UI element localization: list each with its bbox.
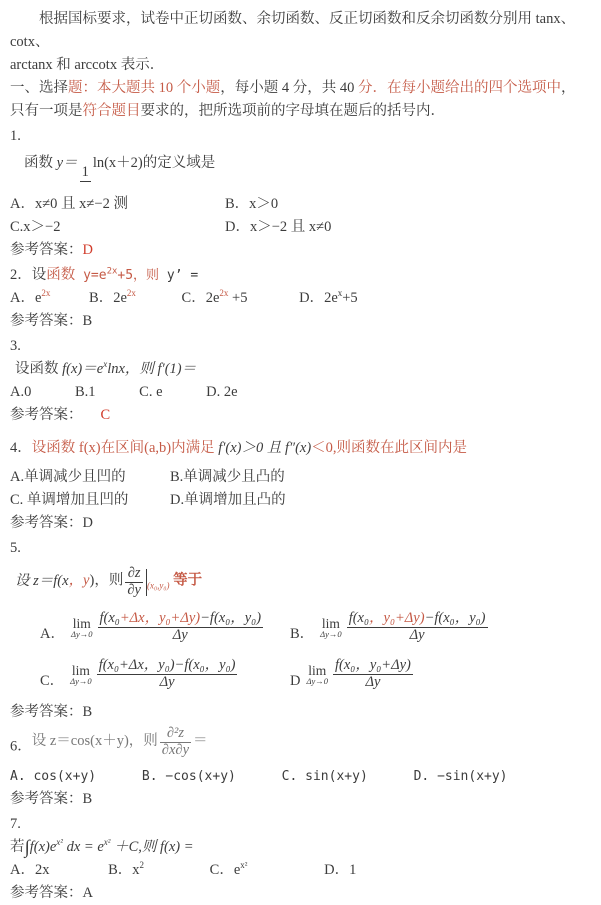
q2-stem-yprime: y’ =	[159, 268, 199, 284]
q4-stem-s1: 设函数 f(x)在区间(a,b)内满足	[31, 440, 219, 457]
question-7-answer-line	[10, 882, 589, 905]
question-5-options-row-2	[10, 654, 589, 701]
q5-option-d-lim: lim Δy→0	[306, 662, 328, 687]
q2-stem-formula: $y=e^{2x}+5$，则	[75, 267, 160, 284]
question-3-number: 3.	[10, 338, 21, 355]
q1-fraction-denominator	[80, 182, 91, 193]
q4-option-a: A.单调减少且凹的	[10, 469, 126, 486]
q7-stem-s1: f(x)e	[29, 838, 57, 855]
question-4-options-row-1	[10, 466, 589, 489]
q5-evaluation-point: (x₀,y₀)	[146, 580, 170, 591]
q1-option-a: A．x≠0 且 x≠−2 测	[10, 196, 128, 213]
q4-stem-s3: ＜0,则函数在此区间内是	[311, 440, 468, 457]
q5-option-a-lim: lim Δy→0	[70, 615, 93, 640]
q2-answer-label: 参考答案：	[10, 313, 83, 330]
q2-option-c: C．$2e^{2x} +5$	[181, 288, 248, 307]
q5-option-b-fraction: $\frac{\text{f(x₀，y₀+Δy)−f(x₀，y₀)}}{\Delta y}$	[348, 610, 486, 644]
q7-option-c: C．$e^{x^2}$	[209, 860, 248, 878]
question-7-stem	[10, 836, 589, 859]
question-3-answer-line	[10, 404, 589, 427]
q5-stem-mid: )，则	[89, 572, 124, 589]
section-seg-3: ，每小题 4 分，共 40	[220, 80, 358, 96]
question-1-options-row-1	[10, 193, 589, 216]
q5-answer-label: 参考答案：	[10, 703, 83, 720]
q7-option-d: D．1	[324, 861, 357, 878]
question-2-options	[10, 287, 589, 310]
section-seg-2: 题：本大题共 10 个小题	[68, 80, 221, 96]
question-2-stem	[10, 264, 589, 287]
q5-stem-post: 等于	[169, 572, 203, 589]
q2-option-d: D．$2e^x+5$	[299, 288, 358, 307]
q5-option-d	[290, 658, 415, 691]
q2-stem-hanshu: 函数	[46, 267, 76, 284]
q3-stem-m1: f(x)＝e	[62, 361, 104, 378]
q2-stem-she: 设	[31, 267, 47, 284]
question-4-number: 4．	[10, 440, 32, 457]
q5-option-c-fraction: $\frac{\text{f(x₀+Δx，y₀)−f(x₀，y₀)}}{\Delta y}$	[98, 657, 236, 691]
question-7-options	[10, 859, 589, 882]
q5-option-b-lim: lim Δy→0	[320, 615, 342, 640]
q2-answer-value: B	[82, 313, 93, 330]
question-5-number: 5.	[10, 540, 21, 557]
q7-answer-value: A	[82, 884, 93, 901]
q5-option-c-lim: lim Δy→0	[70, 662, 92, 687]
q2-option-a: A．$e^{2x}$	[10, 288, 51, 307]
q5-option-a-label: A．	[40, 626, 65, 643]
q3-stem-sup: x	[103, 359, 108, 370]
q5-option-a	[10, 611, 290, 644]
intro-line-1: 根据国标要求，试卷中正切函数、余切函数、反正切函数和反余切函数分别用 tanx、cotx、	[10, 11, 576, 50]
q3-option-b: B.1	[74, 384, 96, 401]
question-6-stem	[10, 726, 589, 759]
q3-option-c: C. e	[139, 384, 163, 401]
q1-stem-pre: 函数	[24, 155, 57, 171]
question-2-answer-line	[10, 310, 589, 333]
section-seg-4: 分．在每小题给出的四个选项中	[358, 80, 561, 96]
question-1-answer-line	[10, 239, 589, 262]
intro-line-2: arctanx 和 arccotx 表示．	[10, 57, 165, 73]
q5-partial-fraction	[125, 566, 143, 599]
question-1-number: 1.	[10, 128, 21, 144]
q7-stem-pre: 若	[10, 838, 25, 855]
question-5-stem	[10, 566, 589, 599]
q3-stem-m2: lnx，则	[107, 361, 158, 378]
q6-option-a: A. cos(x+y)	[10, 768, 97, 784]
q5-option-d-label: D	[290, 672, 301, 689]
q6-partial-fraction: $\frac{\text{∂²z}}{\partial x\partial y}$	[161, 724, 189, 758]
q5-option-c	[10, 658, 290, 691]
q5-partial-numerator: ∂z	[125, 566, 143, 583]
q1-option-c: C.x＞−2	[10, 219, 61, 236]
q1-option-b: B．x＞0	[225, 196, 279, 213]
q1-answer-label: 参考答案：	[10, 242, 83, 259]
q3-stem-pre: 设函数	[15, 361, 63, 378]
q5-option-b	[290, 611, 490, 644]
question-3-stem	[10, 358, 589, 381]
question-5-answer-line	[10, 701, 589, 724]
q7-option-b: B．$x^2$	[108, 860, 145, 878]
q7-integral-sign: ∫	[24, 836, 30, 858]
q7-stem-s3: ＋C,则 f(x) =	[110, 838, 194, 855]
q3-answer-value: C	[100, 407, 111, 424]
q7-sup-2: x²	[103, 837, 111, 848]
q6-stem-body: 设 z＝cos(x＋y)，则 $\frac{\text{∂²z}}{\partial x\partial y}$ ＝	[31, 724, 208, 758]
question-1-options-row-2	[10, 216, 589, 239]
q6-option-d: D. −sin(x+y)	[413, 768, 508, 784]
q4-option-d: D.单调增加且凸的	[170, 492, 286, 509]
q6-answer-label: 参考答案：	[10, 790, 83, 807]
question-6-answer-line	[10, 788, 589, 811]
q3-option-d: D. 2e	[206, 384, 238, 401]
question-1-stem	[10, 152, 589, 193]
q6-option-c: C. sin(x+y)	[281, 768, 368, 784]
q5-option-b-label: B．	[290, 626, 315, 643]
q6-answer-value: B	[82, 790, 93, 807]
q3-option-a: A.0	[10, 384, 32, 401]
q1-fraction	[80, 165, 91, 193]
q6-option-b: B. −cos(x+y)	[141, 768, 236, 784]
q1-stem-y: y＝	[56, 155, 78, 171]
q4-stem-s2: f′(x)＞0 且 f″(x)	[218, 440, 312, 457]
q4-answer-label: 参考答案：	[10, 515, 83, 532]
question-6-number: 6．	[10, 738, 32, 755]
question-4-options-row-2	[10, 489, 589, 512]
section-seg-1: 一、选择	[10, 80, 68, 96]
section-seg-6: 符合题目	[82, 103, 141, 119]
section-seg-7: 要求的，把所选项前的字母填在题后的括号内．	[140, 103, 445, 119]
question-7-number: 7.	[10, 815, 21, 832]
question-2-number: 2．	[10, 267, 32, 284]
section-seg-5: ，只有一项是	[10, 80, 576, 119]
q2-option-b: B．$2e^{2x}$	[89, 288, 136, 307]
q4-answer-value: D	[82, 515, 93, 532]
q7-sup-1: x²	[56, 837, 63, 848]
section-heading	[10, 77, 589, 123]
question-6-options	[10, 765, 589, 788]
q5-answer-value: B	[82, 703, 93, 720]
q1-stem-post: ln(x＋2)的定义域是	[92, 155, 216, 171]
q3-answer-label: 参考答案：	[10, 407, 83, 424]
q1-option-d: D．x＞−2 且 x≠0	[225, 219, 332, 236]
question-3-options	[10, 381, 589, 404]
q5-partial-denominator: ∂y	[127, 582, 141, 599]
q5-stem-pre: 设 z＝f(x	[15, 572, 69, 589]
q3-stem-m3: f′(1)＝	[157, 361, 197, 378]
question-4-answer-line	[10, 512, 589, 535]
q5-stem-comma: ，y	[68, 572, 90, 589]
q1-fraction-numerator: 1	[81, 164, 89, 181]
q4-option-b: B.单调减少且凸的	[170, 469, 285, 486]
question-4-stem	[10, 437, 589, 460]
q5-option-a-fraction: $\frac{\text{f(x₀+Δx，y₀+Δy)−f(x₀，y₀)}}{\Delta y}$	[99, 610, 262, 644]
q7-answer-label: 参考答案：	[10, 884, 83, 901]
q1-answer-value: D	[82, 242, 93, 259]
q7-stem-s2: dx = e	[62, 838, 104, 855]
q5-option-d-fraction: $\frac{\text{f(x₀，y₀+Δy)}}{\Delta y}$	[335, 657, 411, 691]
question-5-options-row-1	[10, 607, 589, 654]
q4-option-c: C. 单调增加且凹的	[10, 492, 129, 509]
q5-option-c-label: C．	[40, 672, 65, 689]
q7-option-a: A．2x	[10, 861, 50, 878]
